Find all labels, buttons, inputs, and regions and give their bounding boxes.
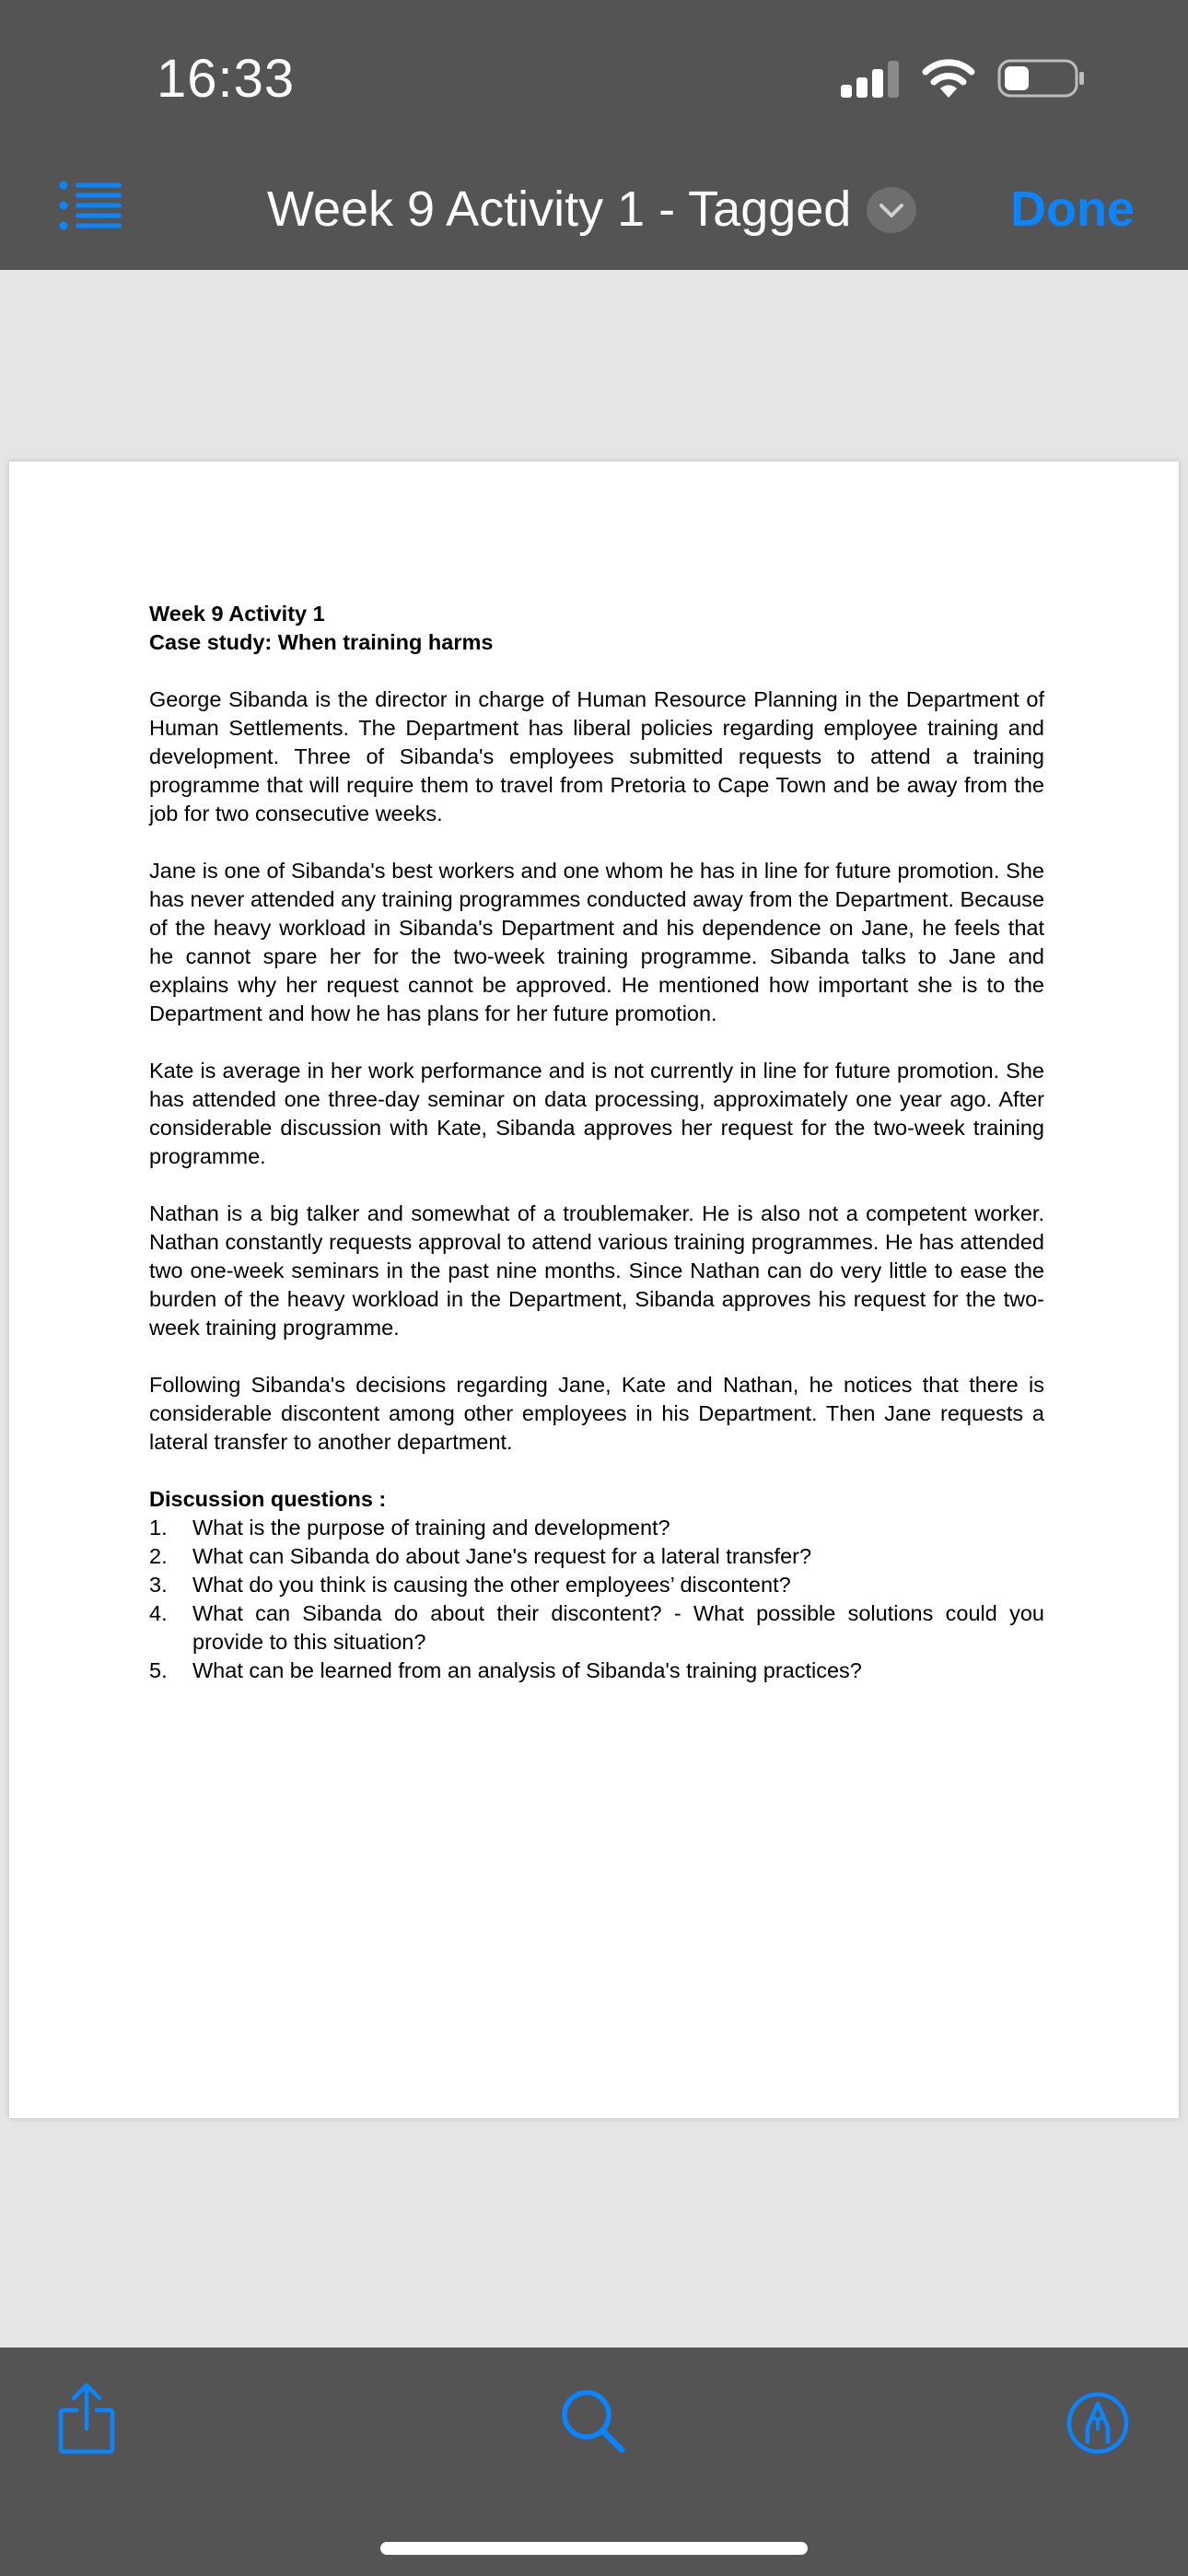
paragraph: Kate is average in her work performance and is not currently in line for future promotion. She has attended one three-day seminar on data processing, approximately one year ago. After considerable discussion with Kate, Sibanda approves her request for the two-week training programme.	[149, 1059, 1044, 1168]
cellular-signal-icon	[841, 61, 903, 98]
question-text: What do you think is causing the other employees’ discontent?	[192, 1573, 791, 1597]
share-icon[interactable]	[57, 2383, 116, 2454]
outline-list-icon[interactable]	[59, 181, 123, 230]
question-text: What can Sibanda do about their discontent? - What possible solutions could you provide to this situation?	[192, 1601, 1044, 1654]
paragraph: Following Sibanda's decisions regarding Jane, Kate and Nathan, he notices that there is considerable discontent among other employees in his Department. Then Jane requests a lateral transfer to another department.	[149, 1373, 1044, 1454]
chevron-down-icon[interactable]	[866, 186, 917, 234]
question-item	[149, 1542, 1044, 1571]
question-text: What can be learned from an analysis of Sibanda's training practices?	[192, 1658, 862, 1682]
question-item	[149, 1657, 1044, 1685]
document-subheading: Case study: When training harms	[149, 630, 494, 654]
questions-list	[149, 1514, 1044, 1685]
document-heading: Week 9 Activity 1	[149, 602, 325, 626]
paragraph: Jane is one of Sibanda's best workers and one whom he has in line for future promotion. She has never attended any training programmes conducted away from the Department. Because of the heavy workload in Sibanda's Department and his dependence on Jane, he feels that he cannot spare her for the two-week training programme. Sibanda talks to Jane and explains why her request cannot be approved. He mentioned how important she is to the Department and how he has plans for her future promotion.	[149, 859, 1044, 1025]
document-page[interactable]	[9, 462, 1179, 2118]
question-item	[149, 1514, 1044, 1542]
document-content	[149, 600, 1044, 1685]
document-title[interactable]: Week 9 Activity 1 - Tagged	[267, 181, 852, 237]
paragraph: George Sibanda is the director in charge of Human Resource Planning in the Department of Human Settlements. The Department has liberal policies regarding employee training and development. Three of Sibanda's employees submitted requests to attend a training programme that will require them to travel from Pretoria to Cape Town and be away from the job for two consecutive weeks.	[149, 687, 1044, 825]
question-text: What can Sibanda do about Jane's request for a lateral transfer?	[192, 1544, 812, 1568]
question-text: What is the purpose of training and development?	[192, 1516, 670, 1540]
home-indicator[interactable]	[380, 2542, 808, 2555]
question-number: 2.	[149, 1544, 168, 1568]
question-number: 4.	[149, 1601, 168, 1625]
question-number: 5.	[149, 1658, 168, 1682]
done-button[interactable]: Done	[1010, 181, 1135, 237]
markup-icon[interactable]	[1066, 2392, 1129, 2454]
question-item	[149, 1571, 1044, 1599]
questions-heading: Discussion questions :	[149, 1487, 387, 1511]
wifi-icon	[921, 57, 976, 98]
question-number: 1.	[149, 1516, 168, 1540]
battery-icon	[997, 59, 1086, 98]
question-item	[149, 1599, 1044, 1657]
search-icon[interactable]	[560, 2388, 626, 2454]
status-time: 16:33	[157, 49, 296, 109]
question-number: 3.	[149, 1573, 168, 1597]
paragraph: Nathan is a big talker and somewhat of a troublemaker. He is also not a competent worker. Nathan constantly requests approval to attend various training programmes. He has attended two one-week seminars in the past nine months. Since Nathan can do very little to ease the burden of the heavy workload in the Department, Sibanda approves his request for the two-week training programme.	[149, 1201, 1044, 1340]
